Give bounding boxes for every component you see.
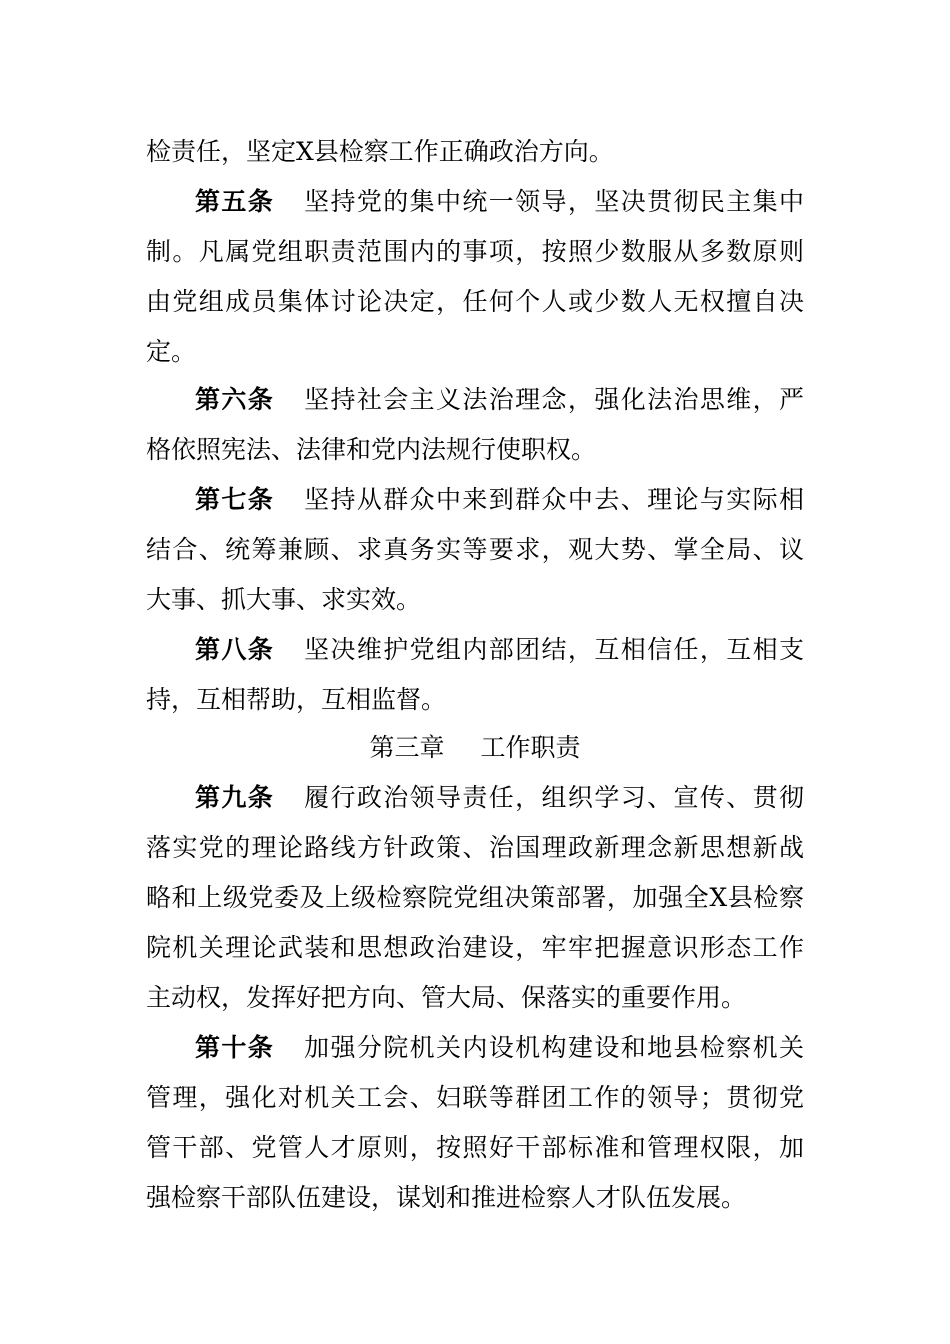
article-7-label: 第七条 bbox=[195, 485, 275, 514]
article-9-line-5: 主动权，发挥好把方向、管大局、保落实的重要作用。 bbox=[146, 983, 747, 1012]
article-10-line-3: 管干部、党管人才原则，按照好干部标准和管理权限，加 bbox=[146, 1133, 804, 1162]
article-7-line-1: 第七条 坚持从群众中来到群众中去、理论与实际相 bbox=[195, 485, 804, 514]
continuation-line: 检责任，坚定X县检察工作正确政治方向。 bbox=[146, 137, 614, 166]
article-5-line-4: 定。 bbox=[146, 337, 197, 366]
article-5-line-2: 制。凡属党组职责范围内的事项，按照少数服从多数原则 bbox=[146, 237, 804, 266]
article-6-label: 第六条 bbox=[195, 385, 275, 414]
article-9-line-1: 第九条 履行政治领导责任，组织学习、宣传、贯彻 bbox=[195, 783, 804, 812]
article-8-line-2: 持，互相帮助，互相监督。 bbox=[146, 685, 447, 714]
article-5-line-1: 第五条 坚持党的集中统一领导，坚决贯彻民主集中 bbox=[195, 187, 804, 216]
article-9-line-2: 落实党的理论路线方针政策、治国理政新理念新思想新战 bbox=[146, 833, 804, 862]
chapter-heading bbox=[0, 728, 950, 768]
article-8-line-1: 第八条 坚决维护党组内部团结，互相信任，互相支 bbox=[195, 635, 804, 664]
chapter-number: 第三章 bbox=[369, 733, 445, 762]
article-8-label: 第八条 bbox=[195, 635, 275, 664]
article-5-label: 第五条 bbox=[195, 187, 275, 216]
chapter-title: 工作职责 bbox=[480, 733, 581, 762]
article-10-line-4: 强检察干部队伍建设，谋划和推进检察人才队伍发展。 bbox=[146, 1183, 747, 1212]
article-5-line-3: 由党组成员集体讨论决定，任何个人或少数人无权擅自决 bbox=[146, 287, 804, 316]
article-6-line-2: 格依照宪法、法律和党内法规行使职权。 bbox=[146, 435, 597, 464]
article-10-label: 第十条 bbox=[195, 1033, 275, 1062]
article-9-label: 第九条 bbox=[195, 783, 275, 812]
article-10-line-2: 管理，强化对机关工会、妇联等群团工作的领导；贯彻党 bbox=[146, 1083, 804, 1112]
article-7-line-2: 结合、统筹兼顾、求真务实等要求，观大势、掌全局、议 bbox=[146, 535, 804, 564]
article-9-line-3: 略和上级党委及上级检察院党组决策部署，加强全X县检察 bbox=[146, 883, 804, 912]
article-10-line-1: 第十条 加强分院机关内设机构建设和地县检察机关 bbox=[195, 1033, 804, 1062]
article-9-line-4: 院机关理论武装和思想政治建设，牢牢把握意识形态工作 bbox=[146, 933, 804, 962]
article-6-line-1: 第六条 坚持社会主义法治理念，强化法治思维，严 bbox=[195, 385, 804, 414]
article-7-line-3: 大事、抓大事、求实效。 bbox=[146, 585, 422, 614]
